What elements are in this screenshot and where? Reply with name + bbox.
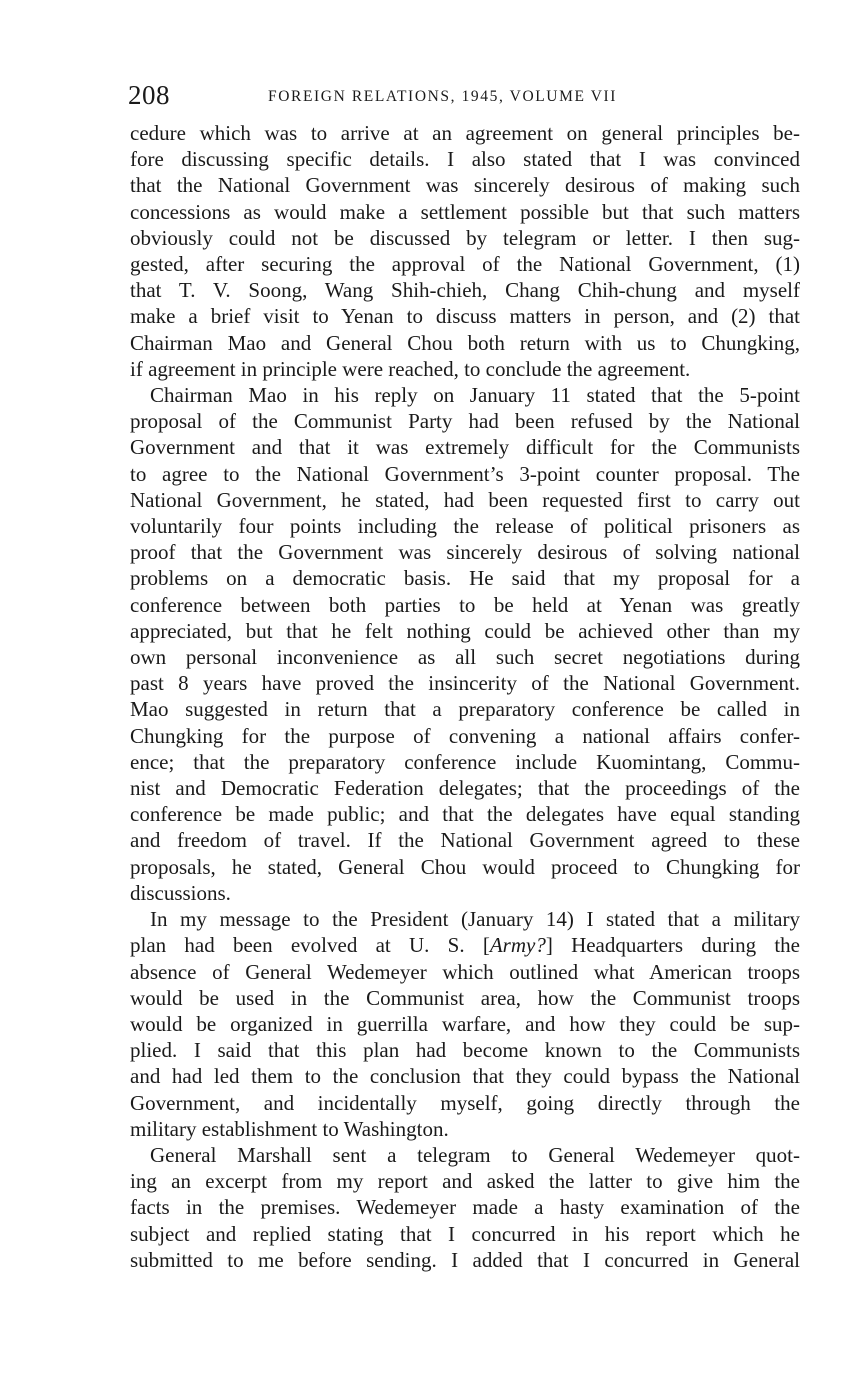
text-line: obviously could not be discussed by telegram or letter. I then sug- [130, 225, 800, 250]
text-line: to agree to the National Government’s 3-point counter proposal. The [130, 461, 800, 486]
text-line: make a brief visit to Yenan to discuss matters in person, and (2) that [130, 304, 800, 329]
paragraph [130, 382, 800, 906]
text-line: past 8 years have proved the insincerity of the National Government. [130, 671, 800, 696]
text-line: Government, and incidentally myself, going directly through the [130, 1090, 800, 1115]
text-line: In my message to the President (January 14) I stated that a military [150, 907, 800, 932]
running-head [130, 80, 800, 114]
text-line: that T. V. Soong, Wang Shih-chieh, Chang Chih-chung and myself [130, 278, 800, 303]
text-line: Mao suggested in return that a preparatory conference be called in [130, 697, 800, 722]
text-line: would be used in the Communist area, how the Communist troops [130, 985, 800, 1010]
text-line: General Marshall sent a telegram to General Wedemeyer quot- [150, 1142, 800, 1167]
text-line: own personal inconvenience as all such secret negotiations during [130, 645, 800, 670]
text-line: problems on a democratic basis. He said that my proposal for a [130, 566, 800, 591]
text-line: Chungking for the purpose of convening a national affairs confer- [130, 723, 800, 748]
paragraph [130, 120, 800, 382]
text-line: ence; that the preparatory conference include Kuomintang, Commu- [130, 749, 800, 774]
text-line: fore discussing specific details. I also stated that I was convinced [130, 147, 800, 172]
text-line: nist and Democratic Federation delegates; that the proceedings of the [130, 776, 800, 801]
text-line: absence of General Wedemeyer which outlined what American troops [130, 959, 800, 984]
text-line: Government and that it was extremely difficult for the Communists [130, 435, 800, 460]
paragraph [130, 1142, 800, 1273]
text-line: appreciated, but that he felt nothing could be achieved other than my [130, 618, 800, 643]
text-line: and had led them to the conclusion that they could bypass the National [130, 1064, 800, 1089]
text-line: conference between both parties to be held at Yenan was greatly [130, 592, 800, 617]
text-line: National Government, he stated, had been requested first to carry out [130, 487, 800, 512]
text-line: discussions. [130, 880, 231, 905]
text-line: plan had been evolved at U. S. [Army?] Headquarters during the [130, 933, 800, 958]
page-number: 208 [128, 80, 170, 110]
text-line: plied. I said that this plan had become known to the Communists [130, 1038, 800, 1063]
text-line: proposal of the Communist Party had been refused by the National [130, 409, 800, 434]
editorial-insertion: Army? [489, 933, 546, 958]
text-line: Chairman Mao in his reply on January 11 stated that the 5-point [150, 383, 800, 408]
text-line: proposals, he stated, General Chou would proceed to Chungking for [130, 854, 800, 879]
text-line: ing an excerpt from my report and asked the latter to give him the [130, 1169, 800, 1194]
text-line: Chairman Mao and General Chou both return with us to Chungking, [130, 330, 800, 355]
text-line: facts in the premises. Wedemeyer made a hasty examination of the [130, 1195, 800, 1220]
text-line: subject and replied stating that I concurred in his report which he [130, 1221, 800, 1246]
text-line: submitted to me before sending. I added that I concurred in General [130, 1247, 800, 1272]
text-line: that the National Government was sincerely desirous of making such [130, 173, 800, 198]
running-title: FOREIGN RELATIONS, 1945, VOLUME VII [268, 88, 618, 105]
text-line: voluntarily four points including the release of political prisoners as [130, 514, 800, 539]
body-text [130, 120, 800, 1273]
text-line: concessions as would make a settlement possible but that such matters [130, 199, 800, 224]
text-line: gested, after securing the approval of the National Government, (1) [130, 252, 800, 277]
document-page [130, 80, 800, 1273]
text-line: proof that the Government was sincerely desirous of solving national [130, 540, 800, 565]
text-line: military establishment to Washington. [130, 1116, 449, 1141]
paragraph [130, 906, 800, 1142]
text-line: conference be made public; and that the delegates have equal standing [130, 802, 800, 827]
text-line: if agreement in principle were reached, to conclude the agreement. [130, 356, 691, 381]
text-line: and freedom of travel. If the National Government agreed to these [130, 828, 800, 853]
text-line: cedure which was to arrive at an agreement on general principles be- [130, 121, 800, 145]
text-line: would be organized in guerrilla warfare, and how they could be sup- [130, 1011, 800, 1036]
